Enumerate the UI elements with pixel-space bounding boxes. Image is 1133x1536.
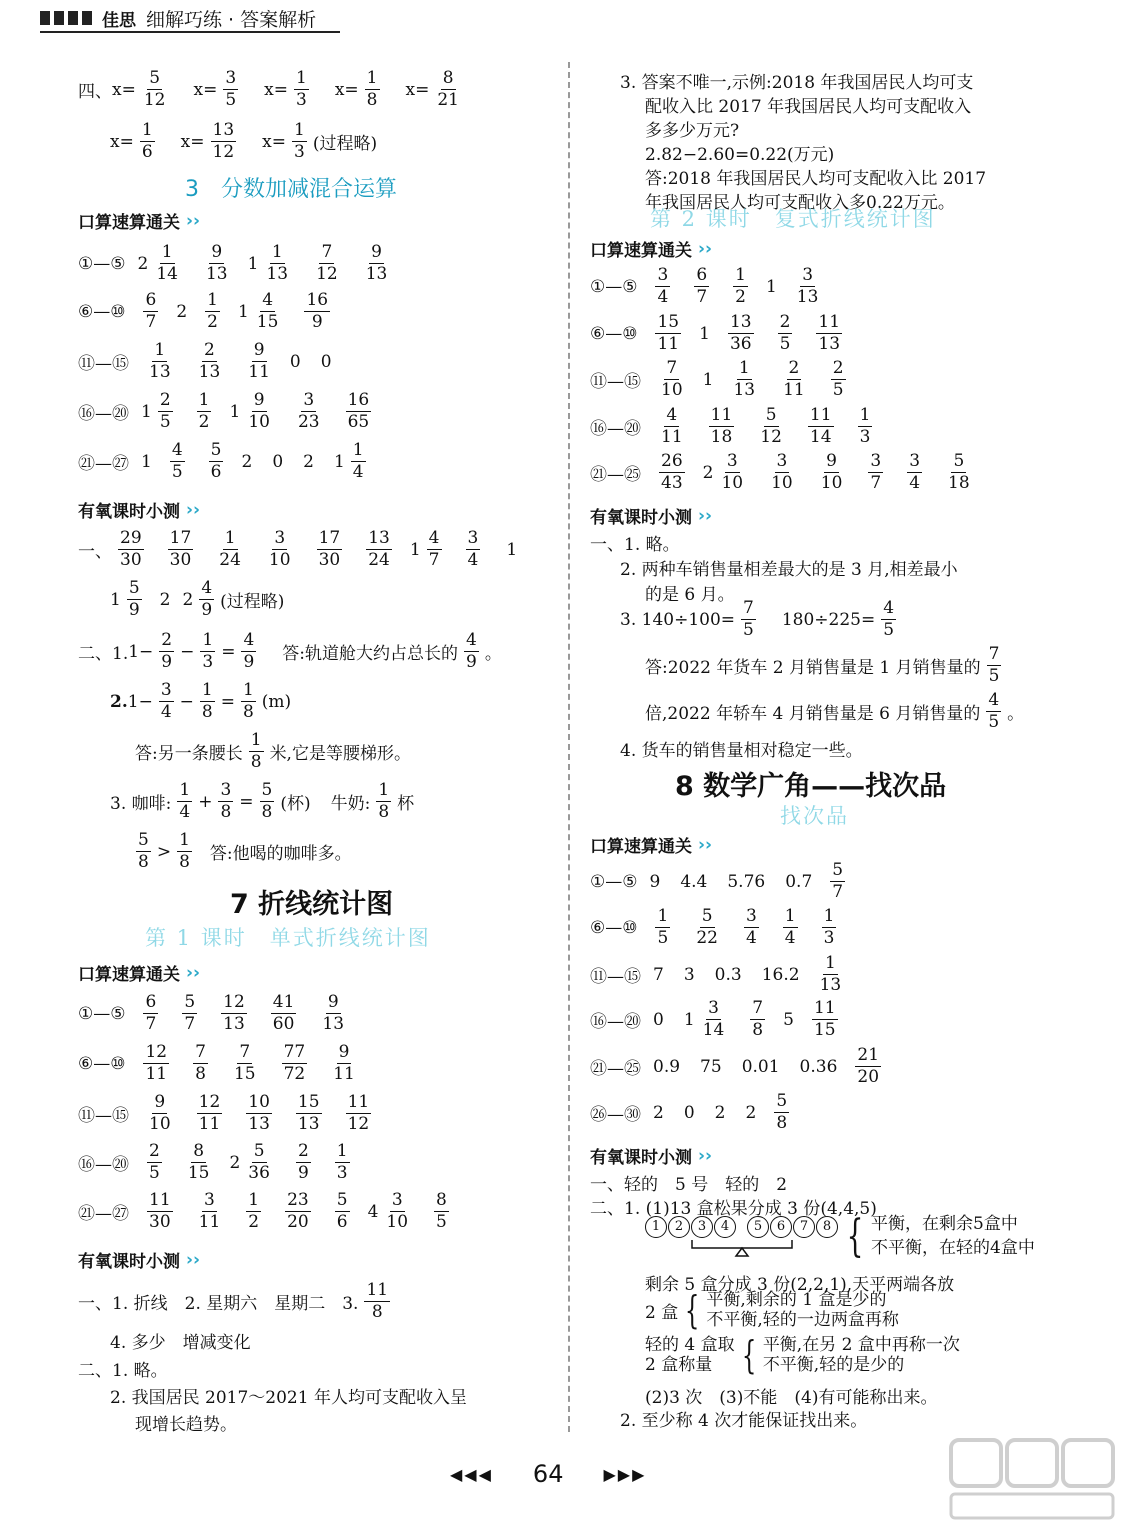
z-q2: 二、1. (1)13 盒松果分成 3 份(4,4,5) — [590, 1199, 877, 1219]
answer-row: ①—⑤ $\frac{6}{7}$ $\frac{5}{7}$ $\frac{12}{13}$ $\frac{41}{60}$ $\frac{9}{13}$ — [78, 992, 345, 1034]
q2-1: 二、1. 1− $\frac{2}{9}$ − $\frac{1}{3}$ = $\frac{4}{9}$ 答:轨道舱大约占总长的 $\frac{4}{9}$ 。 — [78, 630, 502, 672]
answer-row: ⑪—⑮ 7 3 0.3 16.2 $\frac{1}{13}$ — [590, 953, 842, 995]
answer-row: ㉑—㉕ $\frac{26}{43}$ 2 $\frac{3}{10}$ $\frac{3}{10}$ $\frac{9}{10}$ $\frac{3}{7}$ $\frac{3}{4}$ $\frac{5}{18}$ — [590, 451, 970, 493]
youyang-label-3: 有氧课时小测 ›› — [590, 505, 713, 528]
double-chevron-icon: ›› — [186, 962, 201, 983]
answer-row: ㉑—㉕ 0.9 75 0.01 0.36 $\frac{21}{20}$ — [590, 1045, 880, 1087]
sec4-label: 四、 — [78, 82, 112, 102]
r-a3-6: 年我国居民人均可支配收入多0.22万元。 — [645, 193, 955, 213]
r-a3-5: 答:2018 年我国居民人均可支配收入比 2017 — [645, 169, 987, 189]
youyang-label-1: 有氧课时小测 ›› — [78, 499, 201, 522]
s7-q22: 2. 我国居民 2017～2021 年人均可支配收入呈 — [110, 1388, 467, 1408]
r-q2a: 2. 两种车销售量相差最大的是 3 月,相差最小 — [620, 560, 958, 580]
balance-diagram: 1 2 3 4 5 6 7 8 { 平衡，在剩余5盒中 不平衡，在轻的4盒中 — [645, 1213, 1035, 1261]
answer-row: ⑥—⑩ $\frac{1}{5}$ $\frac{5}{22}$ $\frac{3}{4}$ $\frac{1}{4}$ $\frac{1}{3}$ — [590, 906, 835, 948]
r-a3-4: 2.82−2.60=0.22(万元) — [645, 145, 835, 165]
lesson-title-7-1: 第 1 课时 单式折线统计图 — [145, 926, 431, 950]
header-title: 细解巧练 · 答案解析 — [146, 8, 317, 31]
r-q3-ans1: 答:2022 年货车 2 月销售量是 1 月销售量的 $\frac{7}{5}$ — [645, 644, 1000, 686]
lesson-title-8: 找次品 — [780, 804, 849, 828]
z-end: (2)3 次 (3)不能 (4)有可能称出来。 — [645, 1388, 938, 1408]
kousuan-label-3: 口算速算通关 ›› — [590, 238, 713, 261]
r-a3-3: 多多少万元? — [645, 121, 740, 141]
header-brand: 佳思 — [102, 10, 136, 31]
kousuan-label-4: 口算速算通关 ›› — [590, 834, 713, 857]
answer-row: ⑥—⑩ $\frac{12}{11}$ $\frac{7}{8}$ $\frac{7}{15}$ $\frac{77}{72}$ $\frac{9}{11}$ — [78, 1042, 355, 1084]
double-chevron-icon: ›› — [698, 834, 713, 855]
s7-q1: 一、1. 折线 2. 星期六 星期二 3. $\frac{11}{8}$ — [78, 1280, 389, 1322]
answer-row: ⑥—⑩ $\frac{6}{7}$ 2 $\frac{1}{2}$ 1 $\frac{4}{15}$ $\frac{16}{9}$ — [78, 290, 329, 332]
double-chevron-icon: ›› — [698, 238, 713, 259]
answer-row: ①—⑤ 2 $\frac{1}{14}$ $\frac{9}{13}$ 1 $\frac{1}{13}$ $\frac{7}{12}$ $\frac{9}{13}$ — [78, 242, 388, 284]
answer-row: ⑯—⑳ 0 1 $\frac{3}{14}$ $\frac{7}{8}$ 5 $\frac{11}{15}$ — [590, 998, 836, 1040]
double-chevron-icon: ›› — [698, 505, 713, 526]
header-rule — [40, 31, 340, 33]
answer-row: ⑪—⑮ $\frac{7}{10}$ 1 $\frac{1}{13}$ $\frac{2}{11}$ $\frac{2}{5}$ — [590, 358, 844, 400]
r-q4: 4. 货车的销售量相对稳定一些。 — [620, 741, 863, 761]
r-q1: 一、1. 略。 — [590, 535, 680, 555]
balance-scale-icon — [687, 1238, 797, 1258]
z-rem: 剩余 5 盒分成 3 份(2,2,1),天平两端各放 — [645, 1275, 955, 1295]
double-chevron-icon: ›› — [186, 1249, 201, 1270]
answer-row: ⑪—⑮ $\frac{1}{13}$ $\frac{2}{13}$ $\frac{9}{11}$ 0 0 — [78, 340, 332, 382]
answer-row: ①—⑤ $\frac{3}{4}$ $\frac{6}{7}$ $\frac{1}{2}$ 1 $\frac{3}{13}$ — [590, 265, 819, 307]
double-chevron-icon: ›› — [698, 1145, 713, 1166]
sec4-row2: x= $\frac{1}{6}$ x= $\frac{13}{12}$ x= $\frac{1}{3}$ (过程略) — [110, 120, 378, 162]
watermark-logo-icon — [943, 1434, 1123, 1524]
s7-q4: 4. 多少 增减变化 — [110, 1333, 251, 1353]
prev-page-icon[interactable]: ◀◀◀ — [450, 1464, 493, 1484]
q2-3: 3. 咖啡: $\frac{1}{4}$ + $\frac{3}{8}$ = $\frac{5}{8}$ (杯) 牛奶: $\frac{1}{8}$ 杯 — [110, 780, 415, 822]
lesson-title-7-2: 第 2 课时 复式折线统计图 — [650, 207, 936, 231]
q2-3-answer: $\frac{5}{8}$ > $\frac{1}{8}$ 答:他喝的咖啡多。 — [138, 830, 352, 872]
chapter-title-8: 8 数学广角——找次品 — [675, 771, 947, 802]
r-q2b: 的是 6 月。 — [645, 585, 735, 605]
answer-row: ⑥—⑩ $\frac{15}{11}$ 1 $\frac{13}{36}$ $\frac{2}{5}$ $\frac{11}{13}$ — [590, 312, 841, 354]
r-q3-ans2: 倍,2022 年轿车 4 月销售量是 6 月销售量的 $\frac{4}{5}$ 。 — [645, 690, 1025, 732]
youyang-label-4: 有氧课时小测 ›› — [590, 1145, 713, 1168]
section-title-3: 3 分数加减混合运算 — [185, 177, 397, 202]
double-chevron-icon: ›› — [186, 210, 201, 231]
answer-row: 一、 $\frac{29}{30}$ $\frac{17}{30}$ $\frac{1}{24}$ $\frac{3}{10}$ $\frac{17}{30}$ $\frac{13}{24}$ 1 $\frac{4}{7}$ $\frac{3}{4}$ 1 — [78, 528, 518, 570]
answer-row: ⑯—⑳ $\frac{2}{5}$ $\frac{8}{15}$ 2 $\frac{5}{36}$ $\frac{2}{9}$ $\frac{1}{3}$ — [78, 1141, 348, 1183]
double-chevron-icon: ›› — [186, 499, 201, 520]
answer-row: ㉖—㉚ 2 0 2 2 $\frac{5}{8}$ — [590, 1091, 788, 1133]
z-q22: 2. 至少称 4 次才能保证找出来。 — [620, 1411, 868, 1431]
next-page-icon[interactable]: ▶▶▶ — [603, 1464, 647, 1484]
page-number: 64 — [532, 1460, 564, 1488]
box-group-left: 1 2 3 4 5 6 7 8 — [645, 1215, 839, 1258]
youyang-label-2: 有氧课时小测 ›› — [78, 1249, 201, 1272]
r-a3-2: 配收入比 2017 年我国居民人均可支配收入 — [645, 97, 972, 117]
answer-row: ⑪—⑮ $\frac{9}{10}$ $\frac{12}{11}$ $\frac{10}{13}$ $\frac{15}{13}$ $\frac{11}{12}$ — [78, 1092, 370, 1134]
z-4he-block: 轻的 4 盒取 2 盒称量 { 平衡,在另 2 盒中再称一次 不平衡,轻的是少的 — [645, 1333, 960, 1378]
chapter-title-7: 7 折线统计图 — [230, 889, 394, 920]
page-footer — [450, 1460, 646, 1488]
s7-q22b: 现增长趋势。 — [135, 1415, 237, 1435]
answer-row: ㉑—㉗ 1 $\frac{4}{5}$ $\frac{5}{6}$ 2 0 2 1 $\frac{1}{4}$ — [78, 440, 364, 482]
answer-row: ⑯—⑳ 1 $\frac{2}{5}$ $\frac{1}{2}$ 1 $\frac{9}{10}$ $\frac{3}{23}$ $\frac{16}{65}$ — [78, 390, 370, 432]
kousuan-label-1: 口算速算通关 ›› — [78, 210, 201, 233]
answer-row: ⑯—⑳ $\frac{4}{11}$ $\frac{11}{18}$ $\frac{5}{12}$ $\frac{11}{14}$ $\frac{1}{3}$ — [590, 405, 871, 447]
answer-row: ㉑—㉗ $\frac{11}{30}$ $\frac{3}{11}$ $\frac{1}{2}$ $\frac{23}{20}$ $\frac{5}{6}$ 4 $\frac{3}{10}$ $\frac{8}{5}$ — [78, 1190, 447, 1232]
sec4-note: (过程略) — [312, 134, 378, 154]
column-divider — [568, 62, 570, 1432]
kousuan-label-2: 口算速算通关 ›› — [78, 962, 201, 985]
z-2he-block: 2 盒 { 平衡,剩余的 1 盒是少的 不平衡,轻的一边两盒再称 — [645, 1288, 899, 1333]
header-bars-icon — [40, 11, 96, 25]
page-header — [40, 4, 316, 32]
q2-2-answer: 答:另一条腰长 $\frac{1}{8}$ 米,它是等腰梯形。 — [135, 730, 411, 772]
r-a3-1: 3. 答案不唯一,示例:2018 年我国居民人均可支 — [620, 73, 974, 93]
answer-row: ①—⑤ 9 4.4 5.76 0.7 $\frac{5}{7}$ — [590, 860, 844, 902]
z-q1: 一、轻的 5 号 轻的 2 — [590, 1175, 788, 1195]
sec4-row1: 四、 x= $\frac{5}{12}$ x= $\frac{3}{5}$ x= $\frac{1}{3}$ x= $\frac{1}{8}$ x= $\frac{8}{21}$ — [78, 68, 459, 110]
r-q3: 3. 140÷100= $\frac{7}{5}$ 180÷225= $\frac{4}{5}$ — [620, 598, 895, 640]
s7-q21: 二、1. 略。 — [78, 1361, 168, 1381]
q2-2: 2. 1− $\frac{3}{4}$ − $\frac{1}{8}$ = $\frac{1}{8}$ (m) — [110, 680, 292, 722]
answer-row: 1 $\frac{5}{9}$ 2 2 $\frac{4}{9}$ (过程略) — [110, 578, 285, 620]
